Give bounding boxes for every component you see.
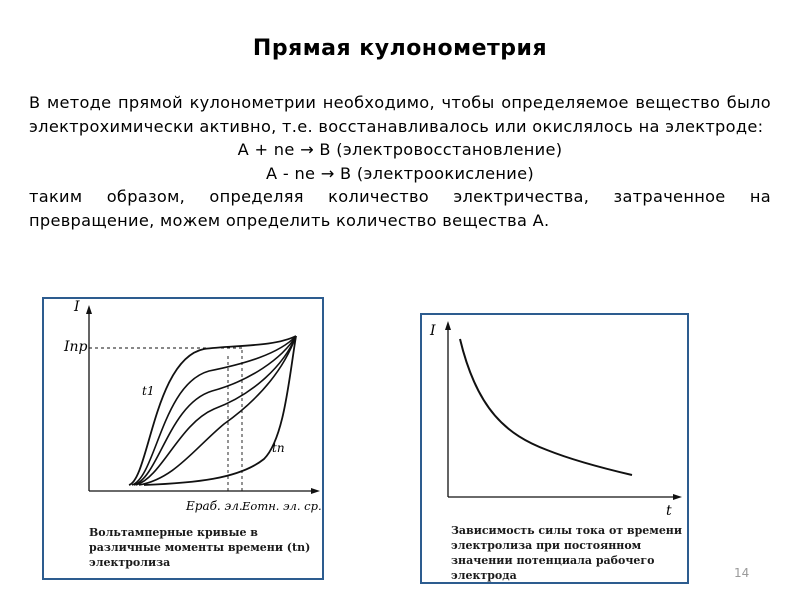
- voltammetry-caption: Вольтамперные кривые в различные моменты времени (tn) электролиза: [89, 526, 311, 569]
- y-axis-label: I: [430, 323, 436, 339]
- curve-tn-label: tn: [272, 441, 285, 455]
- limit-current-label: Iпр: [64, 339, 88, 355]
- current-time-caption: Зависимость силы тока от времени электролиза при постоянном значении потенциала рабочего электрода: [451, 524, 683, 582]
- reaction-oxidation: A - ne → B (электроокисление): [266, 163, 534, 183]
- curve-tn: [144, 336, 296, 485]
- voltammetry-plot: [44, 299, 322, 521]
- y-axis-label: I: [74, 299, 80, 315]
- y-axis-arrow-icon: [86, 305, 92, 314]
- x-axis-arrow-icon: [673, 494, 682, 500]
- x-tick-ref: Eотн. эл. ср.: [242, 499, 322, 513]
- current-time-figure: [420, 313, 689, 584]
- page-number: 14: [734, 566, 750, 580]
- paragraph-conclusion: таким образом, определяя количество электричества, затраченное на превращение, можем определить количество вещества А.: [29, 187, 771, 230]
- decay-curve: [460, 339, 632, 475]
- current-time-plot: [422, 315, 687, 515]
- curve-t2: [132, 336, 296, 485]
- curve-t1-label: t1: [142, 384, 155, 398]
- x-axis-arrow-icon: [311, 488, 320, 494]
- x-tick-work: Eраб. эл.: [186, 499, 243, 513]
- voltammetry-figure: [42, 297, 324, 580]
- curve-t4: [136, 336, 296, 485]
- x-axis-label: t: [666, 503, 672, 515]
- slide-title: Прямая кулонометрия: [252, 36, 548, 61]
- y-axis-arrow-icon: [445, 321, 451, 330]
- paragraph-intro: В методе прямой кулонометрии необходимо, чтобы определяемое вещество было электрохимически активно, т.е. восстанавливалось или окислялось на электроде:: [29, 93, 771, 136]
- reaction-reduction: A + ne → B (электровосстановление): [237, 140, 563, 159]
- slide-body: [29, 91, 771, 232]
